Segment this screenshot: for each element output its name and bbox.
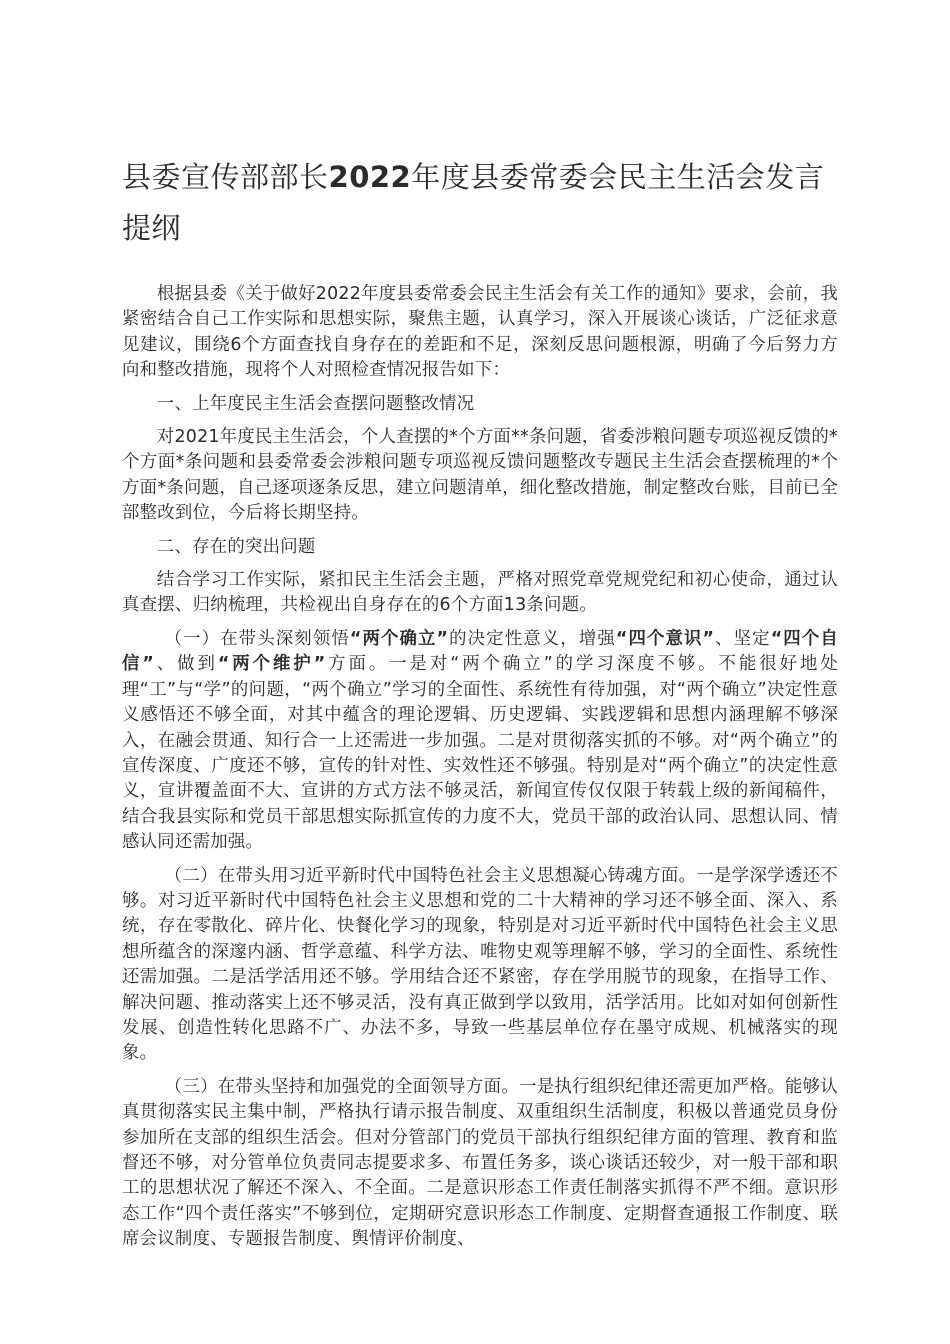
item-3-paragraph: （三）在带头坚持和加强党的全面领导方面。一是执行组织纪律还需更加严格。能够认真贯彻落实民主集中制，严格执行请示报告制度、双重组织生活制度，积极以普通党员身份参加所在支部的组织生活会。但对分管部门的党员干部执行组织纪律方面的管理、教育和监督还不够，对分管单位负责同志提要求多、布置任务多，谈心谈话还较少，对一般干部和职工的思想状况了解还不深入、不全面。二是意识形态工作责任制落实抓得不严不细。意识形态工作“四个责任落实”不够到位，定期研究意识形态工作制度、定期督查通报工作制度、联席会议制度、专题报告制度、舆情评价制度、 (122, 1076, 838, 1250)
item-1-quote-1: “两个确立” (349, 628, 449, 649)
title-part-2: 年度县委常委会民主生活会发言提纲 (122, 160, 825, 245)
intro-paragraph: 根据县委《关于做好2022年度县委常委会民主生活会有关工作的通知》要求，会前，我紧密结合自己工作实际和思想实际，聚焦主题，认真学习，深入开展谈心谈话，广泛征求意见建议，围绕6个方面查找自身存在的差距和不足，深刻反思问题根源，明确了今后努力方向和整改措施，现将个人对照检查情况报告如下： (122, 284, 838, 381)
item-1-text-3: 、做到 (154, 654, 218, 675)
item-1-prefix: （一）在带头深刻领悟 (164, 628, 350, 649)
item-1-text-2: 、坚定 (714, 628, 771, 649)
document-body (122, 152, 838, 1261)
item-1-quote-3: “四个自信” (122, 628, 838, 675)
item-1-paragraph (122, 627, 838, 856)
section-1-heading: 一、上年度民主生活会查摆问题整改情况 (156, 393, 475, 414)
document-title (122, 152, 838, 254)
item-1-text-1: 的决定性意义，增强 (448, 628, 616, 649)
item-1-rest: 方面。一是对“两个确立”的学习深度不够。不能很好地处理“工”与“学”的问题，“两个确立”学习的全面性、系统性有待加强，对“两个确立”决定性意义感悟还不够全面，对其中蕴含的理论逻辑、历史逻辑、实践逻辑和思想内涵理解不够深入，在融会贯通、知行合一上还需进一步加强。二是对贯彻落实抓的不够。对“两个确立”的宣传深度、广度还不够，宣传的针对性、实效性还不够强。特别是对“两个确立”的决定性意义，宣讲覆盖面不大、宣讲的方式方法不够灵活，新闻宣传仅仅限于转载上级的新闻稿件，结合我县实际和党员干部思想实际抓宣传的力度不大，党员干部的政治认同、思想认同、情感认同还需加强。 (122, 654, 838, 853)
section-2-paragraph: 结合学习工作实际，紧扣民主生活会主题，严格对照党章党规党纪和初心使命，通过认真查摆、归纳梳理，共检视出自身存在的6个方面13条问题。 (122, 570, 838, 616)
item-2-paragraph: （二）在带头用习近平新时代中国特色社会主义思想凝心铸魂方面。一是学深学透还不够。对习近平新时代中国特色社会主义思想和党的二十大精神的学习还不够全面、深入、系统，存在零散化、碎片化、快餐化学习的现象，特别是对习近平新时代中国特色社会主义思想所蕴含的深邃内涵、哲学意蕴、科学方法、唯物史观等理解不够，学习的全面性、系统性还需加强。二是活学活用还不够。学用结合还不紧密，存在学用脱节的现象，在指导工作、解决问题、推动落实上还不够灵活，没有真正做到学以致用，活学活用。比如对如何创新性发展、创造性转化思路不广、办法不多，导致一些基层单位存在墨守成规、机械落实的现象。 (122, 865, 838, 1064)
section-1-paragraph: 对2021年度民主生活会，个人查摆的*个方面**条问题，省委涉粮问题专项巡视反馈的*个方面*条问题和县委常委会涉粮问题专项巡视反馈问题整改专题民主生活会查摆梳理的*个方面*条问题，自己逐项逐条反思，建立问题清单，细化整改措施，制定整改台账，目前已全部整改到位，今后将长期坚持。 (122, 427, 838, 524)
item-1-quote-4: “两个维护” (217, 654, 326, 675)
title-year: 2022 (328, 160, 412, 194)
item-1-quote-2: “四个意识” (615, 628, 715, 649)
section-2-heading: 二、存在的突出问题 (156, 536, 316, 557)
title-part-1: 县委宣传部部长 (122, 160, 329, 194)
